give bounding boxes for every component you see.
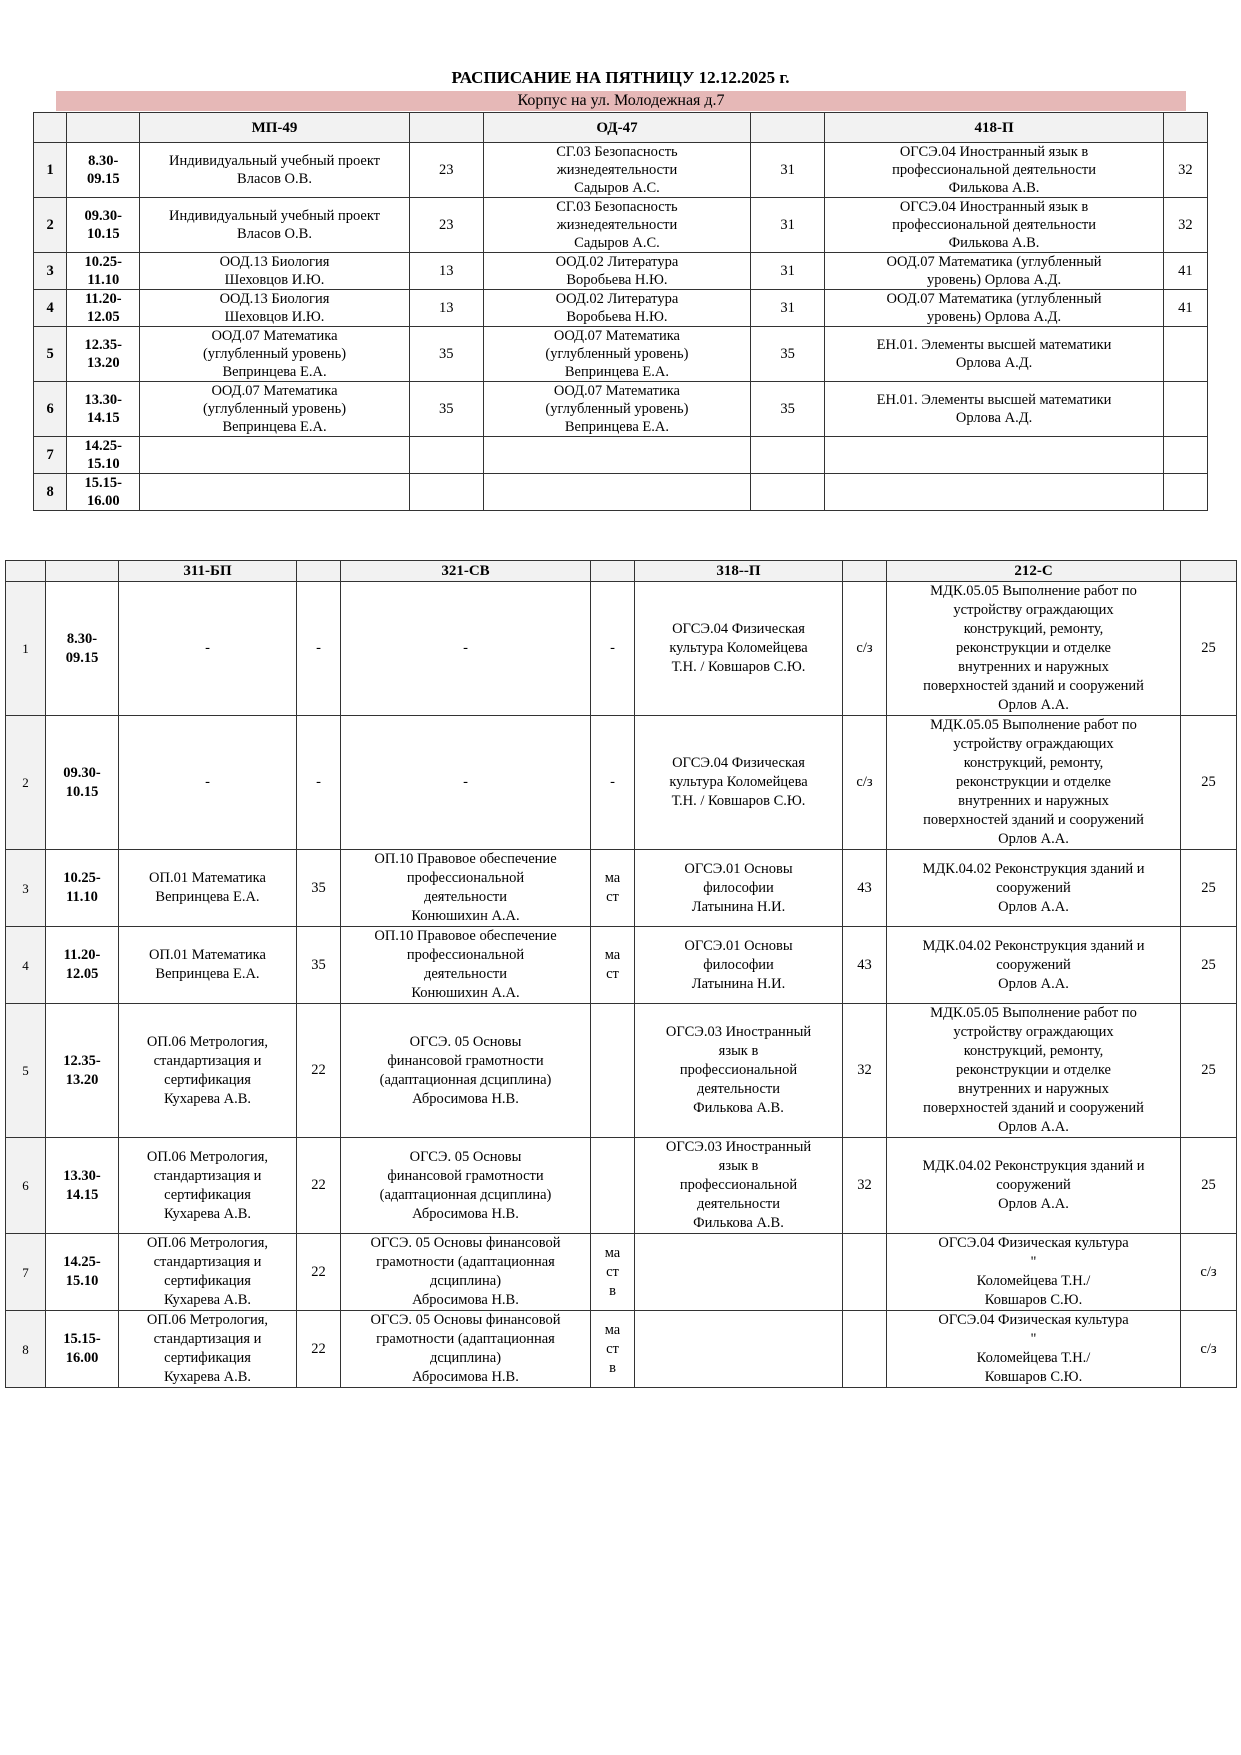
subject-cell: ООД.07 Математика (углубленный уровень) Орлова А.Д. bbox=[825, 290, 1163, 327]
room-cell: 31 bbox=[751, 290, 825, 327]
group-header: 311-БП bbox=[119, 561, 297, 582]
subject-cell: ОП.01 Математика Вепринцева Е.А. bbox=[119, 927, 297, 1004]
room-cell bbox=[843, 1311, 887, 1388]
room-cell: 31 bbox=[751, 143, 825, 198]
lesson-number-cell: 7 bbox=[34, 437, 67, 474]
subject-cell: ОГСЭ.04 Физическая культура Коломейцева Т.Н. / Ковшаров С.Ю. bbox=[635, 716, 843, 850]
room-cell bbox=[409, 474, 483, 511]
room-cell bbox=[1163, 437, 1207, 474]
page-title: РАСПИСАНИЕ НА ПЯТНИЦУ 12.12.2025 г. bbox=[451, 68, 790, 87]
subject-cell: - bbox=[119, 582, 297, 716]
subject-cell: ОГСЭ. 05 Основы финансовой грамотности (адаптационная дсциплина) Абросимова Н.В. bbox=[341, 1004, 591, 1138]
time-cell: 11.20- 12.05 bbox=[46, 927, 119, 1004]
room-cell: 31 bbox=[751, 198, 825, 253]
subject-cell bbox=[635, 1311, 843, 1388]
lesson-number-cell: 3 bbox=[34, 253, 67, 290]
group-header: 318--П bbox=[635, 561, 843, 582]
room-cell: 32 bbox=[843, 1138, 887, 1234]
room-cell: 35 bbox=[297, 850, 341, 927]
lesson-number-cell: 4 bbox=[6, 927, 46, 1004]
group-header: МП-49 bbox=[140, 113, 409, 143]
subject-cell: МДК.04.02 Реконструкция зданий и сооружений Орлов А.А. bbox=[887, 927, 1181, 1004]
group-header: 212-С bbox=[887, 561, 1181, 582]
subject-cell: ОГСЭ.04 Физическая культура " Коломейцева Т.Н./ Ковшаров С.Ю. bbox=[887, 1234, 1181, 1311]
subject-cell: ООД.13 Биология Шеховцов И.Ю. bbox=[140, 290, 409, 327]
room-cell: 31 bbox=[751, 253, 825, 290]
room-cell: 25 bbox=[1181, 1138, 1237, 1234]
subject-cell: СГ.03 Безопасность жизнедеятельности Садыров А.С. bbox=[483, 143, 750, 198]
header-num-cell bbox=[6, 561, 46, 582]
subject-cell: МДК.05.05 Выполнение работ по устройству ограждающих конструкций, ремонту, реконструкции и отделке внутренних и наружных поверхностей зданий и сооружений Орлов А.А. bbox=[887, 1004, 1181, 1138]
room-cell: 13 bbox=[409, 290, 483, 327]
table-row bbox=[6, 927, 1237, 1004]
subject-cell bbox=[140, 437, 409, 474]
room-header bbox=[409, 113, 483, 143]
lesson-number-cell: 3 bbox=[6, 850, 46, 927]
lesson-number-cell: 5 bbox=[6, 1004, 46, 1138]
room-cell: 32 bbox=[843, 1004, 887, 1138]
table-row bbox=[34, 382, 1208, 437]
subject-cell: ООД.02 Литература Воробьева Н.Ю. bbox=[483, 290, 750, 327]
subject-cell bbox=[483, 437, 750, 474]
time-cell: 10.25- 11.10 bbox=[46, 850, 119, 927]
time-cell: 8.30- 09.15 bbox=[67, 143, 140, 198]
lesson-number-cell: 4 bbox=[34, 290, 67, 327]
room-cell: 23 bbox=[409, 198, 483, 253]
subject-cell: Индивидуальный учебный проект Власов О.В. bbox=[140, 143, 409, 198]
room-cell: - bbox=[297, 582, 341, 716]
subject-cell: ОП.06 Метрология, стандартизация и сертификация Кухарева А.В. bbox=[119, 1311, 297, 1388]
subject-cell: ЕН.01. Элементы высшей математики Орлова А.Д. bbox=[825, 382, 1163, 437]
time-cell: 14.25- 15.10 bbox=[46, 1234, 119, 1311]
room-cell: 43 bbox=[843, 850, 887, 927]
room-cell: ма ст в bbox=[591, 1234, 635, 1311]
group-header: ОД-47 bbox=[483, 113, 750, 143]
room-cell bbox=[751, 437, 825, 474]
subject-cell: ОГСЭ.01 Основы философии Латынина Н.И. bbox=[635, 927, 843, 1004]
room-cell: 13 bbox=[409, 253, 483, 290]
subject-cell: ОГСЭ.03 Иностранный язык в профессиональной деятельности Филькова А.В. bbox=[635, 1004, 843, 1138]
subject-cell: ОП.06 Метрология, стандартизация и сертификация Кухарева А.В. bbox=[119, 1138, 297, 1234]
room-cell: с/з bbox=[843, 716, 887, 850]
subject-cell: ОП.06 Метрология, стандартизация и сертификация Кухарева А.В. bbox=[119, 1004, 297, 1138]
room-cell: с/з bbox=[1181, 1311, 1237, 1388]
table-row bbox=[34, 437, 1208, 474]
room-header bbox=[297, 561, 341, 582]
table-row bbox=[6, 850, 1237, 927]
subject-cell: ОГСЭ. 05 Основы финансовой грамотности (адаптационная дсциплина) Абросимова Н.В. bbox=[341, 1138, 591, 1234]
room-cell bbox=[1163, 382, 1207, 437]
time-cell: 09.30- 10.15 bbox=[46, 716, 119, 850]
room-header bbox=[1163, 113, 1207, 143]
lesson-number-cell: 6 bbox=[34, 382, 67, 437]
room-cell: 25 bbox=[1181, 1004, 1237, 1138]
schedule-table-1 bbox=[33, 112, 1208, 511]
room-header bbox=[843, 561, 887, 582]
lesson-number-cell: 7 bbox=[6, 1234, 46, 1311]
subject-cell: ООД.07 Математика (углубленный уровень) Орлова А.Д. bbox=[825, 253, 1163, 290]
subject-cell: ООД.07 Математика (углубленный уровень) Вепринцева Е.А. bbox=[483, 327, 750, 382]
room-cell bbox=[1163, 327, 1207, 382]
subject-cell: ОГСЭ.03 Иностранный язык в профессиональной деятельности Филькова А.В. bbox=[635, 1138, 843, 1234]
subject-cell: ОП.10 Правовое обеспечение профессиональной деятельности Конюшихин А.А. bbox=[341, 850, 591, 927]
room-cell bbox=[591, 1138, 635, 1234]
table-row bbox=[6, 1234, 1237, 1311]
group-header: 321-СВ bbox=[341, 561, 591, 582]
subject-cell: Индивидуальный учебный проект Власов О.В. bbox=[140, 198, 409, 253]
time-cell: 14.25- 15.10 bbox=[67, 437, 140, 474]
subject-cell: ООД.13 Биология Шеховцов И.Ю. bbox=[140, 253, 409, 290]
subject-cell: ООД.07 Математика (углубленный уровень) Вепринцева Е.А. bbox=[140, 327, 409, 382]
table-header-row bbox=[34, 113, 1208, 143]
room-header bbox=[751, 113, 825, 143]
lesson-number-cell: 5 bbox=[34, 327, 67, 382]
table-row bbox=[34, 198, 1208, 253]
room-cell: ма ст в bbox=[591, 1311, 635, 1388]
lesson-number-cell: 8 bbox=[34, 474, 67, 511]
room-cell: 22 bbox=[297, 1311, 341, 1388]
room-cell: 41 bbox=[1163, 253, 1207, 290]
building-subtitle: Корпус на ул. Молодежная д.7 bbox=[56, 91, 1186, 111]
room-cell: ма ст bbox=[591, 850, 635, 927]
subject-cell bbox=[825, 437, 1163, 474]
lesson-number-cell: 8 bbox=[6, 1311, 46, 1388]
room-cell: 41 bbox=[1163, 290, 1207, 327]
room-cell: с/з bbox=[1181, 1234, 1237, 1311]
room-cell: 23 bbox=[409, 143, 483, 198]
subject-cell: ОГСЭ. 05 Основы финансовой грамотности (адаптационная дсциплина) Абросимова Н.В. bbox=[341, 1234, 591, 1311]
room-cell: ма ст bbox=[591, 927, 635, 1004]
room-cell bbox=[843, 1234, 887, 1311]
subject-cell: ООД.07 Математика (углубленный уровень) Вепринцева Е.А. bbox=[140, 382, 409, 437]
room-cell bbox=[1163, 474, 1207, 511]
subject-cell: МДК.04.02 Реконструкция зданий и сооружений Орлов А.А. bbox=[887, 1138, 1181, 1234]
room-cell: 35 bbox=[297, 927, 341, 1004]
room-cell: 35 bbox=[409, 382, 483, 437]
subject-cell bbox=[483, 474, 750, 511]
time-cell: 09.30- 10.15 bbox=[67, 198, 140, 253]
time-cell: 12.35- 13.20 bbox=[67, 327, 140, 382]
header-time-cell bbox=[46, 561, 119, 582]
table-row bbox=[34, 143, 1208, 198]
lesson-number-cell: 1 bbox=[6, 582, 46, 716]
time-cell: 15.15- 16.00 bbox=[46, 1311, 119, 1388]
time-cell: 11.20- 12.05 bbox=[67, 290, 140, 327]
room-cell bbox=[751, 474, 825, 511]
room-cell: 22 bbox=[297, 1234, 341, 1311]
table-row bbox=[34, 474, 1208, 511]
group-header: 418-П bbox=[825, 113, 1163, 143]
time-cell: 15.15- 16.00 bbox=[67, 474, 140, 511]
subject-cell bbox=[825, 474, 1163, 511]
lesson-number-cell: 6 bbox=[6, 1138, 46, 1234]
room-header bbox=[1181, 561, 1237, 582]
subject-cell: ОГСЭ.01 Основы философии Латынина Н.И. bbox=[635, 850, 843, 927]
room-cell bbox=[591, 1004, 635, 1138]
room-cell: 22 bbox=[297, 1004, 341, 1138]
subject-cell: ОГСЭ. 05 Основы финансовой грамотности (адаптационная дсциплина) Абросимова Н.В. bbox=[341, 1311, 591, 1388]
room-cell: 43 bbox=[843, 927, 887, 1004]
subject-cell: ОП.01 Математика Вепринцева Е.А. bbox=[119, 850, 297, 927]
table-header-row bbox=[6, 561, 1237, 582]
subject-cell: ОГСЭ.04 Иностранный язык в профессиональной деятельности Филькова А.В. bbox=[825, 198, 1163, 253]
time-cell: 13.30- 14.15 bbox=[67, 382, 140, 437]
time-cell: 13.30- 14.15 bbox=[46, 1138, 119, 1234]
room-cell: 22 bbox=[297, 1138, 341, 1234]
subject-cell: ЕН.01. Элементы высшей математики Орлова А.Д. bbox=[825, 327, 1163, 382]
table-row bbox=[6, 582, 1237, 716]
subject-cell: МДК.05.05 Выполнение работ по устройству ограждающих конструкций, ремонту, реконструкции и отделке внутренних и наружных поверхностей зданий и сооружений Орлов А.А. bbox=[887, 716, 1181, 850]
subject-cell: МДК.04.02 Реконструкция зданий и сооружений Орлов А.А. bbox=[887, 850, 1181, 927]
room-cell: 25 bbox=[1181, 927, 1237, 1004]
subject-cell: - bbox=[341, 716, 591, 850]
table-row bbox=[6, 716, 1237, 850]
subject-cell: ООД.02 Литература Воробьева Н.Ю. bbox=[483, 253, 750, 290]
table-row bbox=[34, 327, 1208, 382]
subject-cell: ОГСЭ.04 Иностранный язык в профессиональной деятельности Филькова А.В. bbox=[825, 143, 1163, 198]
header-time-cell bbox=[67, 113, 140, 143]
lesson-number-cell: 2 bbox=[34, 198, 67, 253]
room-cell: 25 bbox=[1181, 582, 1237, 716]
subject-cell: ОГСЭ.04 Физическая культура Коломейцева Т.Н. / Ковшаров С.Ю. bbox=[635, 582, 843, 716]
lesson-number-cell: 1 bbox=[34, 143, 67, 198]
header-num-cell bbox=[34, 113, 67, 143]
table-row bbox=[6, 1004, 1237, 1138]
subject-cell: ОП.10 Правовое обеспечение профессиональной деятельности Конюшихин А.А. bbox=[341, 927, 591, 1004]
room-header bbox=[591, 561, 635, 582]
room-cell: 25 bbox=[1181, 850, 1237, 927]
subject-cell: ООД.07 Математика (углубленный уровень) Вепринцева Е.А. bbox=[483, 382, 750, 437]
table-row bbox=[34, 290, 1208, 327]
time-cell: 10.25- 11.10 bbox=[67, 253, 140, 290]
room-cell: - bbox=[591, 582, 635, 716]
schedule-table-2 bbox=[5, 560, 1237, 1388]
table-row bbox=[6, 1138, 1237, 1234]
room-cell: 35 bbox=[751, 327, 825, 382]
subject-cell: МДК.05.05 Выполнение работ по устройству ограждающих конструкций, ремонту, реконструкции и отделке внутренних и наружных поверхностей зданий и сооружений Орлов А.А. bbox=[887, 582, 1181, 716]
subject-cell: - bbox=[119, 716, 297, 850]
subject-cell bbox=[635, 1234, 843, 1311]
subject-cell: ОГСЭ.04 Физическая культура " Коломейцева Т.Н./ Ковшаров С.Ю. bbox=[887, 1311, 1181, 1388]
room-cell: - bbox=[297, 716, 341, 850]
time-cell: 8.30- 09.15 bbox=[46, 582, 119, 716]
subject-cell bbox=[140, 474, 409, 511]
room-cell: 32 bbox=[1163, 143, 1207, 198]
room-cell: - bbox=[591, 716, 635, 850]
table-row bbox=[6, 1311, 1237, 1388]
subject-cell: ОП.06 Метрология, стандартизация и сертификация Кухарева А.В. bbox=[119, 1234, 297, 1311]
room-cell bbox=[409, 437, 483, 474]
room-cell: 25 bbox=[1181, 716, 1237, 850]
room-cell: 35 bbox=[409, 327, 483, 382]
subject-cell: - bbox=[341, 582, 591, 716]
table-row bbox=[34, 253, 1208, 290]
subject-cell: СГ.03 Безопасность жизнедеятельности Садыров А.С. bbox=[483, 198, 750, 253]
room-cell: 35 bbox=[751, 382, 825, 437]
room-cell: с/з bbox=[843, 582, 887, 716]
room-cell: 32 bbox=[1163, 198, 1207, 253]
time-cell: 12.35- 13.20 bbox=[46, 1004, 119, 1138]
lesson-number-cell: 2 bbox=[6, 716, 46, 850]
